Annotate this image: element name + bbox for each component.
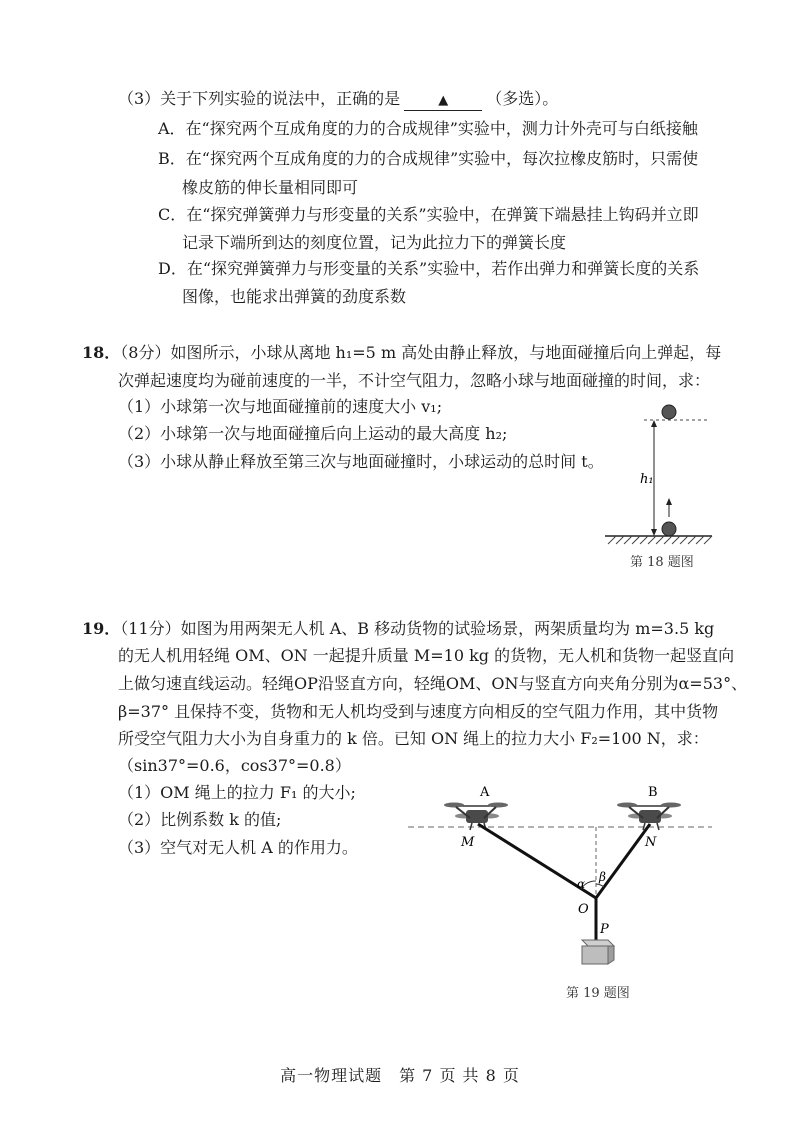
rope-on bbox=[596, 824, 650, 898]
velocity-arrowhead-icon bbox=[666, 498, 672, 505]
label-beta: β bbox=[599, 870, 606, 884]
q19-stem-line5: 所受空气阻力大小为自身重力的 k 倍。已知 ON 绳上的拉力大小 F₂=100 N，求： bbox=[118, 729, 709, 748]
option-d-line1: D．在“探究弹簧弹力与形变量的关系”实验中，若作出弹力和弹簧长度的关系 bbox=[158, 259, 700, 278]
q19-stem-text1: 如图为用两架无人机 A、B 移动货物的试验场景，两架质量均为 m=3.5 kg bbox=[180, 619, 715, 638]
q19-caption: 第 19 题图 bbox=[566, 986, 630, 1001]
ground-hatching bbox=[608, 536, 712, 544]
q18-points: （8分） bbox=[120, 343, 171, 362]
answer-blank bbox=[404, 90, 482, 111]
q19-stem-line2: 的无人机用轻绳 OM、ON 一起提升质量 M=10 kg 的货物，无人机和货物一起竖直向 bbox=[118, 646, 735, 665]
option-a-line1: A．在“探究两个互成角度的力的合成规律”实验中，测力计外壳可与白纸接触 bbox=[158, 119, 698, 138]
q18-stem-text1: 如图所示，小球从离地 h₁=5 m 高处由静止释放，与地面碰撞后向上弹起，每 bbox=[170, 343, 722, 362]
q18-sub2: （2）小球第一次与地面碰撞后向上运动的最大高度 h₂; bbox=[118, 424, 508, 443]
label-a: A bbox=[480, 785, 490, 800]
q19-number: 19． bbox=[82, 619, 121, 638]
label-o: O bbox=[578, 902, 589, 917]
option-d-line2: 图像，也能求出弹簧的劲度系数 bbox=[182, 287, 407, 306]
q19-sub1: （1）OM 绳上的拉力 F₁ 的大小; bbox=[118, 783, 356, 802]
label-n: N bbox=[645, 835, 657, 850]
label-b: B bbox=[648, 785, 658, 800]
cargo-box-icon bbox=[582, 940, 614, 964]
q18-stem-line2: 次弹起速度均为碰前速度的一半，不计空气阻力，忽略小球与地面碰撞的时间，求： bbox=[118, 371, 711, 390]
q19-stem-line6: （sin37°=0.6，cos37°=0.8） bbox=[118, 756, 351, 775]
beta-arc bbox=[596, 884, 604, 887]
q18-sub1: （1）小球第一次与地面碰撞前的速度大小 v₁; bbox=[118, 397, 443, 416]
q18-stem-line1 bbox=[82, 342, 721, 364]
q17-3-prefix: （3）关于下列实验的说法中，正确的是 bbox=[118, 89, 401, 108]
option-c-line1: C．在“探究弹簧弹力与形变量的关系”实验中，在弹簧下端悬挂上钩码并立即 bbox=[158, 205, 699, 224]
q19-sub2: （2）比例系数 k 的值; bbox=[118, 810, 282, 829]
option-c-line2: 记录下端所到达的刻度位置，记为此拉力下的弹簧长度 bbox=[182, 233, 567, 252]
drone-a-icon bbox=[444, 803, 508, 831]
arrow-up-icon bbox=[651, 420, 657, 427]
q17-3-suffix: （多选）。 bbox=[486, 89, 559, 108]
q18-caption: 第 18 题图 bbox=[630, 555, 694, 570]
page-footer: 高一物理试题 第 7 页 共 8 页 bbox=[280, 1066, 520, 1085]
q19-stem-line4: β=37° 且保持不变，货物和无人机均受到与速度方向相反的空气阻力作用，其中货物 bbox=[118, 702, 719, 721]
option-b-line1: B．在“探究两个互成角度的力的合成规律”实验中，每次拉橡皮筋时，只需使 bbox=[158, 149, 699, 168]
q19-points: （11分） bbox=[120, 619, 181, 638]
ball-top-icon bbox=[662, 405, 676, 419]
q18-figure bbox=[600, 395, 720, 560]
label-m: M bbox=[461, 835, 475, 850]
label-alpha: α bbox=[577, 877, 586, 891]
q19-stem-line1 bbox=[82, 618, 714, 640]
answer-blank-mark: ▲ bbox=[438, 93, 449, 108]
arrow-down-icon bbox=[651, 529, 657, 536]
option-b-line2: 橡皮筋的伸长量相同即可 bbox=[182, 178, 359, 197]
h1-label: h₁ bbox=[640, 472, 654, 487]
q18-number: 18． bbox=[82, 343, 121, 362]
q17-3-stem bbox=[118, 88, 558, 111]
q18-sub3: （3）小球从静止释放至第三次与地面碰撞时，小球运动的总时间 t。 bbox=[118, 452, 604, 471]
q19-figure bbox=[400, 780, 720, 980]
q19-stem-line3: 上做匀速直线运动。轻绳OP沿竖直方向，轻绳OM、ON与竖直方向夹角分别为α=53°、 bbox=[118, 674, 748, 693]
ball-bottom-icon bbox=[662, 522, 676, 536]
q19-sub3: （3）空气对无人机 A 的作用力。 bbox=[118, 838, 358, 857]
label-p: P bbox=[600, 922, 609, 937]
